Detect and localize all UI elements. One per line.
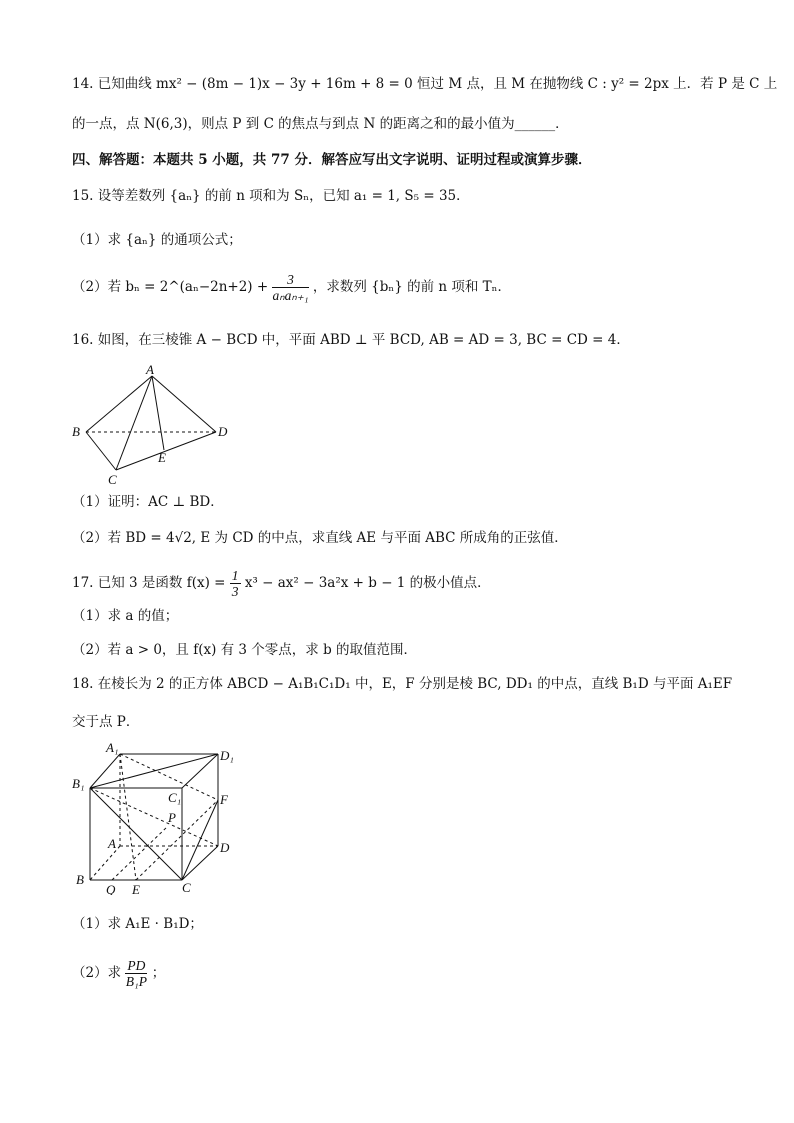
question-17-part-2: （2）若 a > 0，且 f(x) 有 3 个零点，求 b 的取值范围． — [72, 642, 418, 658]
q15-p2-prefix: （2）若 bₙ = 2^(aₙ−2n+2) + — [72, 279, 273, 295]
question-16-part-1: （1）证明：AC ⊥ BD． — [72, 494, 224, 510]
label-e: E — [158, 450, 166, 465]
label-e: E — [132, 882, 140, 895]
q15-fraction-numerator: 3 — [272, 272, 308, 288]
section-heading-answer-questions: 四、解答题：本题共 5 小题，共 77 分．解答应写出文字说明、证明过程或演算步骤． — [72, 152, 592, 168]
q17-fraction-numerator: 1 — [231, 568, 239, 583]
question-16-part-2: （2）若 BD = 4√2, E 为 CD 的中点，求直线 AE 与平面 ABC 所成角的正弦值． — [72, 530, 568, 546]
question-17-stem — [72, 568, 491, 599]
edge-ae — [152, 376, 164, 450]
question-15-part-2 — [72, 272, 511, 303]
edge-ac — [116, 376, 152, 470]
label-c1: C₁ — [168, 790, 182, 805]
hidden-edge-a-b — [90, 846, 120, 880]
figure-cube — [70, 740, 240, 895]
q17-fraction — [230, 568, 241, 599]
label-q: Q — [106, 882, 116, 895]
label-a: A — [108, 836, 116, 851]
question-18-line-2: 交于点 P． — [72, 714, 140, 730]
question-18-part-1: （1）求 A₁E · B₁D； — [72, 916, 203, 932]
edge-ad — [152, 376, 216, 432]
segment-c-f — [182, 800, 218, 880]
q18-fraction — [125, 958, 147, 989]
q15-p2-suffix: ，求数列 {bₙ} 的前 n 项和 Tₙ． — [312, 279, 512, 295]
label-d: D — [220, 840, 230, 855]
segment-a1-e — [120, 754, 136, 880]
question-14-line-2: 的一点，点 N(6,3)，则点 P 到 C 的焦点与到点 N 的距离之和的最小值为______． — [72, 116, 569, 132]
edge-a1-b1 — [90, 754, 120, 788]
label-d: D — [218, 424, 228, 439]
edge-ab — [86, 376, 152, 432]
label-f: F — [220, 792, 228, 807]
edge-bc — [86, 432, 116, 470]
question-15-part-1: （1）求 {aₙ} 的通项公式； — [72, 232, 242, 248]
q17-fraction-denominator: 3 — [231, 584, 239, 599]
label-c: C — [108, 472, 117, 486]
q18-p2-suffix: ； — [151, 965, 166, 981]
question-18-line-1: 18. 在棱长为 2 的正方体 ABCD − A₁B₁C₁D₁ 中，E，F 分别是棱 BC, DD₁ 的中点，直线 B₁D 与平面 A₁EF — [72, 676, 733, 692]
q18-fraction-denominator: B₁P — [125, 974, 147, 989]
label-b1: B₁ — [72, 776, 85, 791]
edge-cd — [116, 432, 216, 470]
label-b: B — [72, 424, 80, 439]
label-p: P — [168, 810, 176, 825]
label-d1: D₁ — [220, 748, 234, 763]
q17-stem-prefix: 17. 已知 3 是函数 f(x) = — [72, 575, 230, 591]
q15-fraction-denominator: aₙaₙ₊₁ — [272, 288, 309, 303]
question-15-stem: 15. 设等差数列 {aₙ} 的前 n 项和为 Sₙ，已知 a₁ = 1, S₅ = 35． — [72, 188, 470, 204]
figure-tetrahedron — [70, 362, 240, 486]
label-a: A — [146, 362, 154, 377]
q18-p2-prefix: （2）求 — [72, 965, 126, 981]
question-17-part-1: （1）求 a 的值； — [72, 608, 179, 624]
q18-fraction-numerator: PD — [127, 958, 146, 973]
q15-fraction — [272, 272, 308, 303]
question-18-part-2 — [72, 958, 165, 989]
label-b: B — [76, 872, 84, 887]
label-a1: A₁ — [106, 740, 119, 755]
label-c: C — [182, 880, 191, 895]
edge-c-d — [182, 846, 218, 880]
edge-b1-d1 — [90, 754, 218, 788]
question-16-stem: 16. 如图，在三棱锥 A − BCD 中，平面 ABD ⊥ 平 BCD, AB = AD = 3, BC = CD = 4． — [72, 332, 630, 348]
question-14-line-1: 14. 已知曲线 mx² − (8m − 1)x − 3y + 16m + 8 = 0 恒过 M 点，且 M 在抛物线 C : y² = 2px 上．若 P 是 C 上 — [72, 76, 778, 92]
q17-stem-suffix: x³ − ax² − 3a²x + b − 1 的极小值点． — [244, 575, 491, 591]
